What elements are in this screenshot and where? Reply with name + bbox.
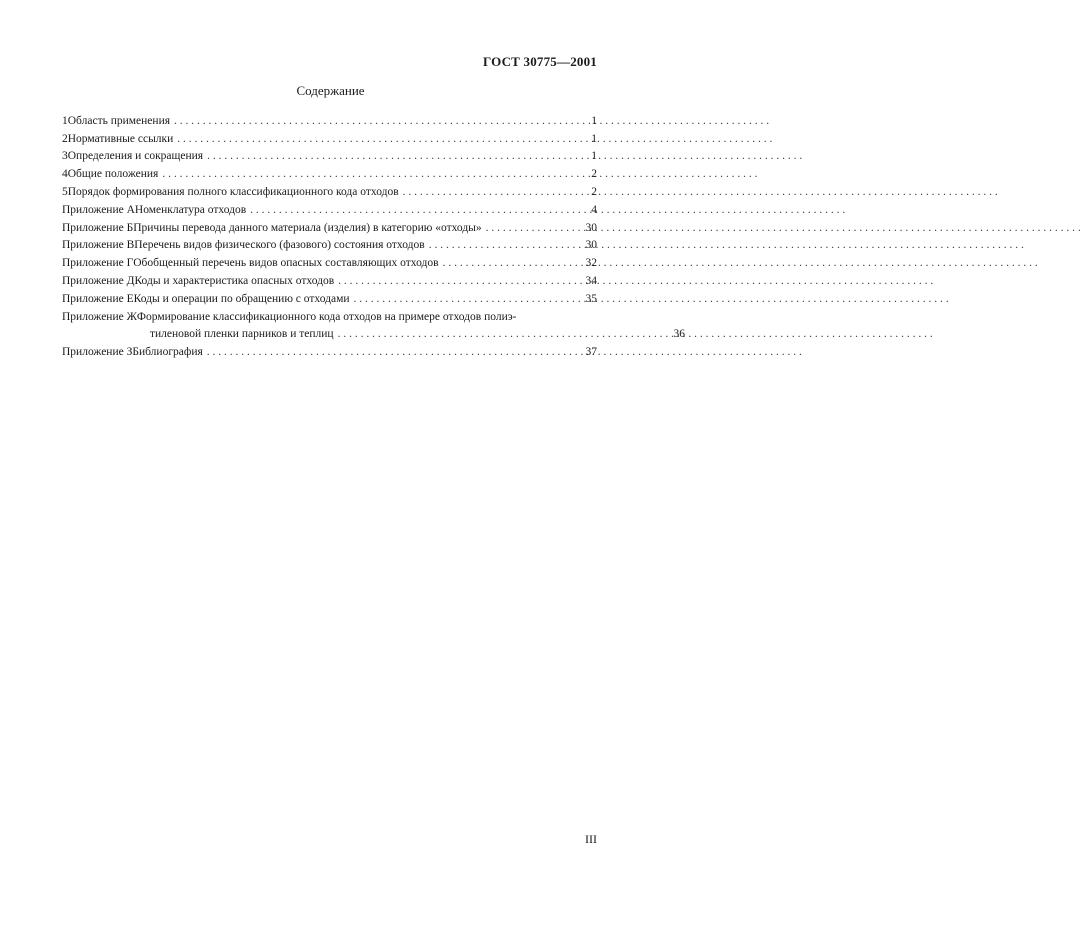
toc-entry-label-line1: Формирование классификационного кода отходов на примере отходов полиэ-	[136, 310, 517, 323]
toc-entry-page: 2	[591, 185, 597, 198]
dot-leader	[177, 132, 579, 146]
toc-entry[interactable]	[62, 128, 597, 146]
toc-entry-number: 1	[62, 114, 68, 127]
toc-entry[interactable]	[62, 181, 597, 199]
toc-entry-label: Область применения	[67, 114, 171, 127]
toc-entry-multiline[interactable]	[62, 306, 685, 342]
page-number: III	[585, 832, 597, 846]
toc-entry-label: Нормативные ссылки	[67, 132, 174, 145]
toc-entry-page: 34	[585, 274, 597, 287]
toc-entry-number: Приложение В	[62, 239, 135, 252]
toc-entry[interactable]	[62, 110, 597, 128]
toc-entry-number: Приложение Б	[62, 221, 134, 234]
toc-entry-number: 2	[62, 132, 68, 145]
dot-leader	[403, 185, 579, 199]
dot-leader	[338, 327, 667, 341]
toc-entry-label: Причины перевода данного материала (изделия) в категорию «отходы»	[133, 221, 482, 234]
toc-entry-page: 1	[591, 132, 597, 145]
toc-title: Содержание	[296, 83, 365, 98]
toc-entry-page: 4	[591, 203, 597, 216]
toc-entry-number: 4	[62, 168, 68, 181]
toc-entry-number: Приложение А	[62, 203, 135, 216]
toc-entry-page: 36	[673, 328, 685, 341]
dot-leader	[207, 149, 579, 163]
dot-leader	[207, 345, 579, 359]
toc-entry-label: Общие положения	[67, 168, 159, 181]
toc-entry-label: Перечень видов физического (фазового) состояния отходов	[134, 239, 425, 252]
toc-entry-number: Приложение Г	[62, 257, 134, 270]
toc-entry-number: Приложение З	[62, 346, 133, 359]
toc-entry-label: Коды и операции по обращению с отходами	[133, 292, 350, 305]
toc-entry[interactable]	[62, 146, 597, 164]
toc-entry-page: 30	[585, 221, 597, 234]
toc-entry-label: Коды и характеристика опасных отходов	[134, 274, 335, 287]
dot-leader	[486, 221, 579, 235]
toc-entry[interactable]	[62, 217, 597, 235]
toc-entry-label: Определения и сокращения	[67, 150, 204, 163]
toc-entry[interactable]	[62, 235, 597, 253]
toc-entry-label: Обобщенный перечень видов опасных составляющих отходов	[133, 257, 439, 270]
toc-entry-number: Приложение Е	[62, 292, 134, 305]
toc-entry-label: Порядок формирования полного классификационного кода отходов	[67, 185, 399, 198]
toc-entry[interactable]	[62, 199, 597, 217]
toc-entry-number: Приложение Ж	[62, 310, 137, 323]
dot-leader	[429, 238, 579, 252]
dot-leader	[338, 274, 579, 288]
dot-leader	[162, 167, 579, 181]
table-of-contents	[62, 110, 685, 359]
toc-entry-number: Приложение Д	[62, 274, 135, 287]
dot-leader	[174, 114, 579, 128]
toc-entry-number: 3	[62, 150, 68, 163]
toc-entry-page: 1	[591, 114, 597, 127]
toc-entry[interactable]	[62, 163, 597, 181]
toc-entry[interactable]	[62, 252, 597, 270]
toc-entry-label: Номенклатура отходов	[134, 203, 247, 216]
toc-entry-page: 1	[591, 150, 597, 163]
dot-leader	[443, 256, 579, 270]
toc-entry[interactable]	[62, 270, 597, 288]
document-code: ГОСТ 30775—2001	[482, 54, 597, 69]
toc-entry-page: 30	[585, 239, 597, 252]
toc-entry-page: 35	[585, 292, 597, 305]
toc-entry-page: 2	[591, 168, 597, 181]
toc-entry-page: 32	[585, 257, 597, 270]
toc-entry-label: Библиография	[132, 346, 203, 359]
dot-leader	[250, 203, 579, 217]
toc-entry-page: 37	[585, 346, 597, 359]
toc-entry-label-line2: тиленовой пленки парников и теплиц	[150, 328, 334, 341]
toc-entry[interactable]	[62, 288, 597, 306]
toc-entry[interactable]	[62, 341, 597, 359]
dot-leader	[354, 292, 579, 306]
toc-entry-number: 5	[62, 185, 68, 198]
